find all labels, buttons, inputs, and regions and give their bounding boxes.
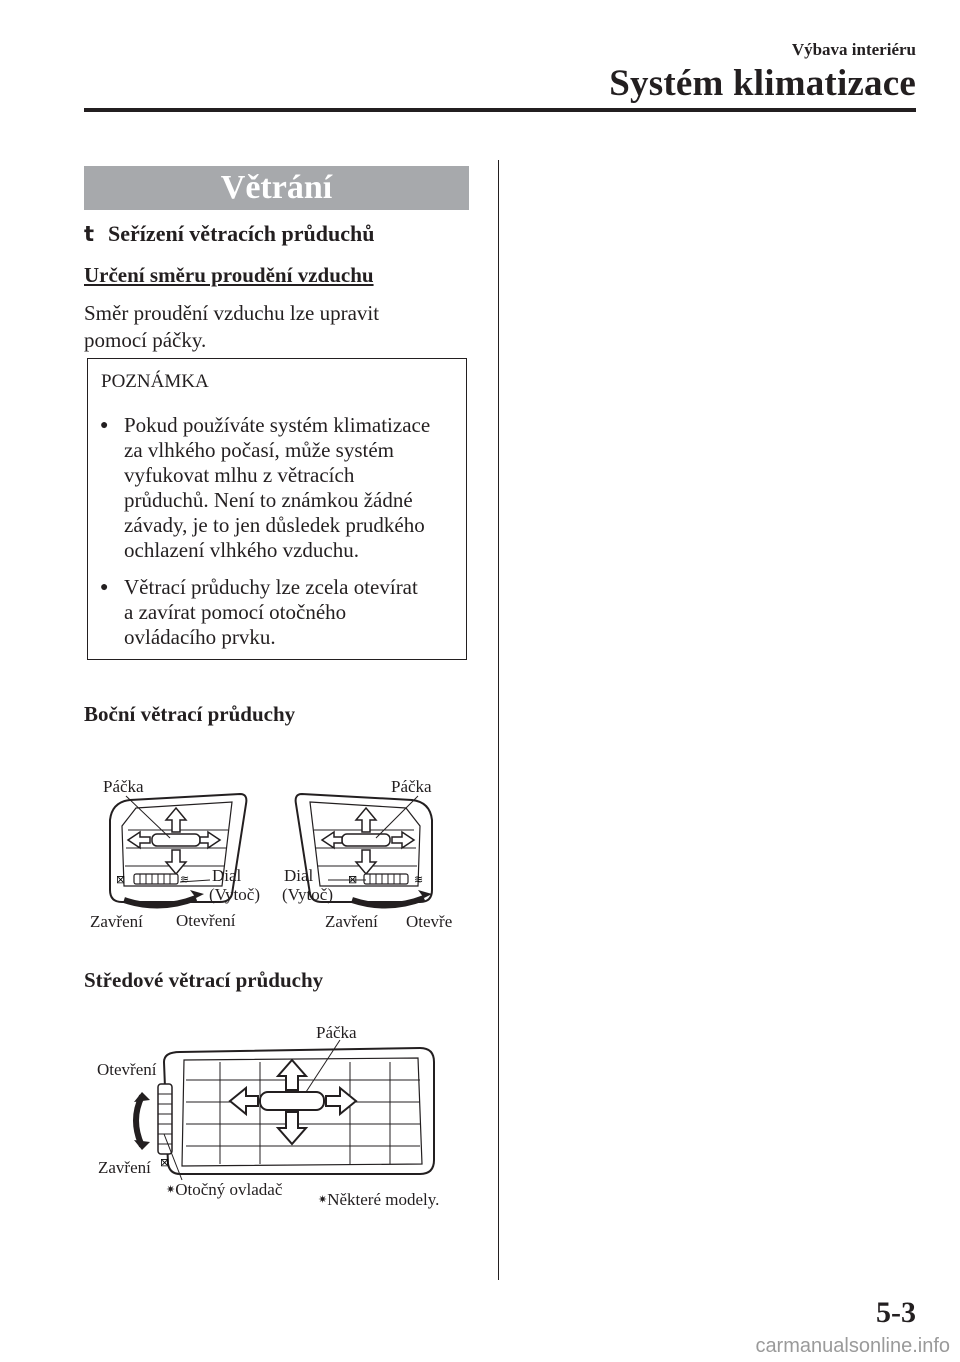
section-heading <box>84 221 374 247</box>
center-close-label: Zavření <box>98 1158 151 1177</box>
right-dial-sublabel: (Vytoč) <box>282 885 333 904</box>
note-box <box>87 358 467 660</box>
right-close-label: Zavření <box>325 912 378 931</box>
page-title: Systém klimatizace <box>609 63 916 104</box>
side-vents-caption: Boční větrací průduchy <box>84 702 296 726</box>
bullet-icon: ● <box>100 580 109 595</box>
center-vents-caption: Středové větrací průduchy <box>84 968 324 992</box>
right-dial-label: Dial <box>284 866 314 885</box>
svg-text:⊠: ⊠ <box>348 873 358 886</box>
note-line: vyfukovat mlhu z větracích <box>124 463 355 487</box>
center-open-label: Otevření <box>97 1060 157 1079</box>
right-lever-label: Páčka <box>391 777 432 796</box>
column-divider <box>498 160 499 1280</box>
note-line: Větrací průduchy lze zcela otevírat <box>124 575 418 599</box>
note-item <box>100 575 452 650</box>
section-bullet: t <box>84 222 95 246</box>
note-line: Pokud používáte systém klimatizace <box>124 413 431 437</box>
svg-text:≋: ≋ <box>180 873 190 886</box>
note-line: a zavírat pomocí otočného <box>124 600 347 624</box>
center-lever-label: Páčka <box>316 1023 357 1042</box>
note-title: POZNÁMKA <box>101 371 209 392</box>
note-line: ochlazení vlhkého vzduchu. <box>124 538 359 562</box>
asterisk-icon: ✷ <box>166 1183 176 1196</box>
note-line: ovládacího prvku. <box>124 625 276 649</box>
section-banner: Větrání <box>84 166 469 210</box>
note-item <box>100 413 452 563</box>
left-lever-label: Páčka <box>103 777 144 796</box>
intro-paragraph <box>84 300 464 354</box>
bullet-icon: ● <box>100 418 109 433</box>
watermark: carmanualsonline.info <box>755 1335 950 1357</box>
note-line: závady, je to jen důsledek prudkého <box>124 513 425 537</box>
subheading: Určení směru proudění vzduchu <box>84 263 374 287</box>
center-vent-illustration <box>130 1048 440 1178</box>
center-dial-label: ✷Otočný ovladač <box>166 1180 283 1199</box>
left-dial-label: Dial <box>212 866 242 885</box>
section-heading-text: Seřízení větracích průduchů <box>108 221 375 246</box>
svg-text:≋: ≋ <box>414 873 424 886</box>
left-open-label: Otevření <box>176 911 236 930</box>
left-dial-sublabel: (Vytoč) <box>209 885 260 904</box>
intro-line: pomocí páčky. <box>84 328 207 352</box>
page-number: 5-3 <box>876 1296 916 1329</box>
right-open-label: Otevře <box>406 912 453 931</box>
note-line: za vlhkého počasí, může systém <box>124 438 395 462</box>
header-divider <box>84 108 916 112</box>
intro-line: Směr proudění vzduchu lze upravit <box>84 301 380 325</box>
left-close-label: Zavření <box>90 912 143 931</box>
header-section-label: Výbava interiéru <box>791 40 916 59</box>
asterisk-icon: ✷ <box>318 1193 328 1206</box>
svg-text:⊠: ⊠ <box>160 1156 170 1169</box>
svg-text:⊠: ⊠ <box>116 873 126 886</box>
footnote: ✷Některé modely. <box>318 1190 440 1209</box>
note-line: průduchů. Není to známkou žádné <box>124 488 413 512</box>
